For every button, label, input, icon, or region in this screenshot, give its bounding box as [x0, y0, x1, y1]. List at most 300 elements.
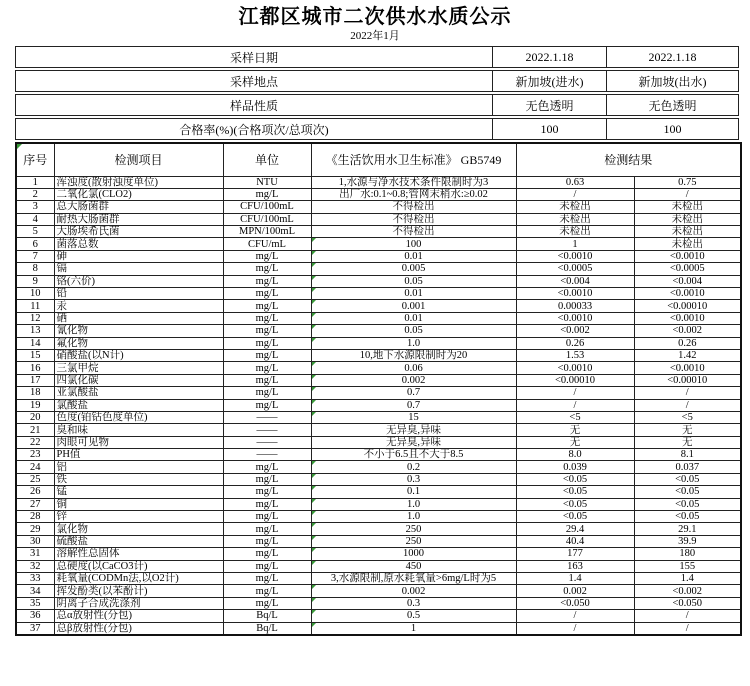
unit-cell: mg/L	[223, 548, 311, 560]
standard-cell	[311, 288, 516, 300]
result-outlet-cell: <0.00010	[634, 300, 741, 312]
table-row	[16, 449, 741, 461]
table-row	[16, 424, 741, 436]
unit-cell: ——	[223, 411, 311, 423]
unit-cell: mg/L	[223, 325, 311, 337]
result-outlet-cell: <0.002	[634, 325, 741, 337]
standard-cell	[311, 473, 516, 485]
item-cell: 三氯甲烷	[54, 362, 223, 374]
standard-cell	[311, 362, 516, 374]
summary-bands	[15, 46, 740, 140]
excel-flag-icon	[312, 238, 316, 242]
unit-cell: mg/L	[223, 498, 311, 510]
result-outlet-cell: 无	[634, 424, 741, 436]
table-row	[16, 263, 741, 275]
standard-cell	[311, 275, 516, 287]
standard-cell	[311, 325, 516, 337]
standard-cell	[311, 238, 516, 250]
result-outlet-cell: 1.42	[634, 349, 741, 361]
result-inlet-cell: /	[516, 387, 634, 399]
pass-rate-inlet: 100	[493, 118, 607, 140]
result-inlet-cell: <0.05	[516, 486, 634, 498]
standard-cell	[311, 622, 516, 635]
result-outlet-cell: <0.0010	[634, 312, 741, 324]
item-cell: 溶解性总固体	[54, 548, 223, 560]
excel-flag-icon	[312, 598, 316, 602]
result-inlet-cell: 163	[516, 560, 634, 572]
pass-rate-label: 合格率(%)(合格项次/总项次)	[15, 118, 493, 140]
item-cell: 锰	[54, 486, 223, 498]
row-number-cell: 7	[16, 250, 54, 262]
result-outlet-cell: 无	[634, 436, 741, 448]
unit-cell: mg/L	[223, 486, 311, 498]
unit-cell: mg/L	[223, 337, 311, 349]
result-inlet-cell: /	[516, 188, 634, 200]
item-cell: 四氯化碳	[54, 374, 223, 386]
excel-flag-icon	[312, 610, 316, 614]
standard-text: 0.7	[406, 399, 421, 411]
table-row	[16, 610, 741, 622]
item-cell: 氰化物	[54, 325, 223, 337]
excel-flag-icon	[312, 486, 316, 490]
standard-cell: 不得检出	[311, 226, 516, 238]
row-number-cell: 15	[16, 349, 54, 361]
excel-flag-icon	[312, 325, 316, 329]
unit-cell: CFU/100mL	[223, 201, 311, 213]
standard-text: 0.01	[404, 312, 423, 324]
standard-text: 1000	[403, 548, 424, 560]
row-number-cell: 21	[16, 424, 54, 436]
excel-flag-icon	[312, 387, 316, 391]
result-outlet-cell: /	[634, 188, 741, 200]
result-outlet-cell: <0.002	[634, 585, 741, 597]
unit-cell: mg/L	[223, 461, 311, 473]
unit-cell: ——	[223, 449, 311, 461]
header-unit: 单位	[223, 143, 311, 176]
item-cell: 耐热大肠菌群	[54, 213, 223, 225]
item-cell: PH值	[54, 449, 223, 461]
standard-text: 1.0	[406, 498, 421, 510]
table-header-row	[16, 143, 741, 176]
item-cell: 硫酸盐	[54, 535, 223, 547]
table-row	[16, 226, 741, 238]
row-number-cell: 26	[16, 486, 54, 498]
standard-cell: 不得检出	[311, 201, 516, 213]
result-inlet-cell: <5	[516, 411, 634, 423]
header-standard: 《生活饮用水卫生标准》 GB5749	[311, 143, 516, 176]
standard-text: 0.01	[404, 251, 423, 263]
table-row	[16, 511, 741, 523]
standard-cell: 1,水源与净水技术条件限制时为3	[311, 176, 516, 188]
table-body	[16, 176, 741, 635]
item-cell: 菌落总数	[54, 238, 223, 250]
standard-cell	[311, 399, 516, 411]
result-inlet-cell: <0.004	[516, 275, 634, 287]
result-outlet-cell: <0.0005	[634, 263, 741, 275]
excel-flag-icon	[312, 461, 316, 465]
item-cell: 镉	[54, 263, 223, 275]
row-number-cell: 4	[16, 213, 54, 225]
table-row	[16, 473, 741, 485]
excel-flag-icon	[312, 499, 316, 503]
sampling-site-outlet: 新加坡(出水)	[606, 70, 739, 92]
unit-cell: NTU	[223, 176, 311, 188]
unit-cell: Bq/L	[223, 622, 311, 635]
unit-cell: mg/L	[223, 399, 311, 411]
unit-cell: mg/L	[223, 250, 311, 262]
standard-text: 450	[405, 560, 422, 572]
item-cell: 锌	[54, 511, 223, 523]
result-outlet-cell: <0.00010	[634, 374, 741, 386]
unit-cell: mg/L	[223, 535, 311, 547]
table-row	[16, 585, 741, 597]
table-row	[16, 288, 741, 300]
row-number-cell: 16	[16, 362, 54, 374]
standard-cell: 不小于6.5且不大于8.5	[311, 449, 516, 461]
result-inlet-cell: <0.050	[516, 597, 634, 609]
table-row	[16, 498, 741, 510]
result-outlet-cell: 未检出	[634, 213, 741, 225]
standard-text: 0.2	[406, 461, 421, 473]
excel-flag-icon	[312, 313, 316, 317]
excel-flag-icon	[312, 276, 316, 280]
standard-cell	[311, 250, 516, 262]
excel-flag-icon	[312, 251, 316, 255]
result-outlet-cell: <0.050	[634, 597, 741, 609]
standard-cell	[311, 560, 516, 572]
item-cell: 氟化物	[54, 337, 223, 349]
standard-text: 100	[405, 238, 422, 250]
standard-text: 0.01	[404, 288, 423, 300]
result-outlet-cell: 155	[634, 560, 741, 572]
item-cell: 浑浊度(散射浊度单位)	[54, 176, 223, 188]
table-row	[16, 337, 741, 349]
standard-cell	[311, 312, 516, 324]
table-row	[16, 176, 741, 188]
result-inlet-cell: <0.0010	[516, 312, 634, 324]
row-number-cell: 34	[16, 585, 54, 597]
standard-cell	[311, 461, 516, 473]
excel-flag-icon	[312, 338, 316, 342]
table-row	[16, 399, 741, 411]
result-inlet-cell: <0.00010	[516, 374, 634, 386]
sampling-date-label: 采样日期	[15, 46, 493, 68]
standard-text: 0.7	[406, 387, 421, 399]
row-number-cell: 36	[16, 610, 54, 622]
sampling-date-outlet: 2022.1.18	[606, 46, 739, 68]
table-row	[16, 597, 741, 609]
row-number-cell: 12	[16, 312, 54, 324]
standard-text: 0.005	[401, 263, 426, 275]
item-cell: 氯化物	[54, 523, 223, 535]
standard-text: 0.3	[406, 474, 421, 486]
standard-text: 0.05	[404, 275, 423, 287]
standard-cell	[311, 498, 516, 510]
pass-rate-outlet: 100	[606, 118, 739, 140]
result-outlet-cell: <0.0010	[634, 250, 741, 262]
table-row	[16, 213, 741, 225]
item-cell: 总硬度(以CaCO3计)	[54, 560, 223, 572]
standard-cell	[311, 486, 516, 498]
result-outlet-cell: <0.05	[634, 498, 741, 510]
item-cell: 二氧化氯(CLO2)	[54, 188, 223, 200]
result-inlet-cell: 1	[516, 238, 634, 250]
item-cell: 阴离子合成洗涤剂	[54, 597, 223, 609]
result-outlet-cell: /	[634, 387, 741, 399]
unit-cell: mg/L	[223, 597, 311, 609]
result-inlet-cell: 0.002	[516, 585, 634, 597]
row-number-cell: 9	[16, 275, 54, 287]
table-row	[16, 238, 741, 250]
excel-flag-icon	[312, 300, 316, 304]
excel-flag-icon	[312, 536, 316, 540]
row-number-cell: 14	[16, 337, 54, 349]
unit-cell: mg/L	[223, 560, 311, 572]
unit-cell: CFU/100mL	[223, 213, 311, 225]
page-subtitle: 2022年1月	[350, 30, 400, 42]
table-row	[16, 300, 741, 312]
unit-cell: mg/L	[223, 275, 311, 287]
result-outlet-cell: 0.037	[634, 461, 741, 473]
standard-text: 1.0	[406, 337, 421, 349]
standard-cell	[311, 523, 516, 535]
result-outlet-cell: <0.05	[634, 473, 741, 485]
table-row	[16, 560, 741, 572]
table-row	[16, 461, 741, 473]
sampling-site-label: 采样地点	[15, 70, 493, 92]
standard-cell	[311, 548, 516, 560]
table-row	[16, 349, 741, 361]
row-number-cell: 25	[16, 473, 54, 485]
table-row	[16, 486, 741, 498]
row-number-cell: 3	[16, 201, 54, 213]
table-row	[16, 411, 741, 423]
result-outlet-cell: <0.05	[634, 511, 741, 523]
sampling-site-inlet: 新加坡(进水)	[493, 70, 607, 92]
item-cell: 臭和味	[54, 424, 223, 436]
row-number-cell: 19	[16, 399, 54, 411]
row-number-cell: 18	[16, 387, 54, 399]
table-row	[16, 573, 741, 585]
excel-flag-icon	[312, 412, 316, 416]
result-inlet-cell: /	[516, 399, 634, 411]
unit-cell: Bq/L	[223, 610, 311, 622]
result-inlet-cell: 177	[516, 548, 634, 560]
header-item: 检测项目	[54, 143, 223, 176]
unit-cell: mg/L	[223, 300, 311, 312]
excel-flag-icon	[312, 263, 316, 267]
result-outlet-cell: 8.1	[634, 449, 741, 461]
standard-cell: 出厂水:0.1~0.8;管网末稍水:≥0.02	[311, 188, 516, 200]
item-cell: 铜	[54, 498, 223, 510]
result-inlet-cell: <0.002	[516, 325, 634, 337]
table-row	[16, 523, 741, 535]
result-inlet-cell: <0.0010	[516, 362, 634, 374]
result-inlet-cell: 未检出	[516, 213, 634, 225]
standard-cell	[311, 535, 516, 547]
standard-cell	[311, 411, 516, 423]
table-row	[16, 535, 741, 547]
item-cell: 铅	[54, 288, 223, 300]
result-outlet-cell: 1.4	[634, 573, 741, 585]
result-inlet-cell: 无	[516, 424, 634, 436]
row-number-cell: 2	[16, 188, 54, 200]
result-outlet-cell: /	[634, 610, 741, 622]
row-number-cell: 20	[16, 411, 54, 423]
item-cell: 耗氧量(CODMn法,以O2计)	[54, 573, 223, 585]
result-inlet-cell: 未检出	[516, 226, 634, 238]
row-number-cell: 22	[16, 436, 54, 448]
unit-cell: ——	[223, 436, 311, 448]
standard-cell: 不得检出	[311, 213, 516, 225]
sampling-date-row	[15, 46, 740, 68]
standard-text: 0.3	[406, 597, 421, 609]
row-number-cell: 24	[16, 461, 54, 473]
item-cell: 砷	[54, 250, 223, 262]
sample-property-label: 样品性质	[15, 94, 493, 116]
sample-property-inlet: 无色透明	[493, 94, 607, 116]
unit-cell: mg/L	[223, 288, 311, 300]
sample-property-row	[15, 94, 740, 116]
table-row	[16, 622, 741, 635]
row-number-cell: 5	[16, 226, 54, 238]
results-table	[15, 142, 742, 636]
result-outlet-cell: 180	[634, 548, 741, 560]
unit-cell: mg/L	[223, 263, 311, 275]
unit-cell: mg/L	[223, 573, 311, 585]
excel-flag-icon	[312, 288, 316, 292]
row-number-cell: 11	[16, 300, 54, 312]
result-inlet-cell: 无	[516, 436, 634, 448]
excel-flag-icon	[312, 362, 316, 366]
excel-flag-icon	[312, 474, 316, 478]
standard-cell	[311, 263, 516, 275]
result-outlet-cell: <0.0010	[634, 288, 741, 300]
standard-text: 0.1	[406, 486, 421, 498]
result-inlet-cell: <0.0010	[516, 250, 634, 262]
standard-cell	[311, 387, 516, 399]
item-cell: 肉眼可见物	[54, 436, 223, 448]
table-row	[16, 362, 741, 374]
row-number-cell: 29	[16, 523, 54, 535]
standard-cell	[311, 300, 516, 312]
row-number-cell: 28	[16, 511, 54, 523]
standard-text: 0.06	[404, 362, 423, 374]
standard-text: 0.5	[406, 610, 421, 622]
standard-cell: 10,地下水源限制时为20	[311, 349, 516, 361]
unit-cell: mg/L	[223, 188, 311, 200]
unit-cell: mg/L	[223, 511, 311, 523]
item-cell: 亚氯酸盐	[54, 387, 223, 399]
standard-text: 0.002	[401, 585, 426, 597]
standard-text: 15	[408, 412, 419, 424]
item-cell: 总α放射性(分包)	[54, 610, 223, 622]
item-cell: 铁	[54, 473, 223, 485]
sample-property-outlet: 无色透明	[606, 94, 739, 116]
result-outlet-cell: 39.9	[634, 535, 741, 547]
standard-text: 250	[405, 523, 422, 535]
unit-cell: mg/L	[223, 374, 311, 386]
standard-cell: 无异臭,异味	[311, 436, 516, 448]
result-outlet-cell: <5	[634, 411, 741, 423]
unit-cell: mg/L	[223, 523, 311, 535]
row-number-cell: 27	[16, 498, 54, 510]
unit-cell: mg/L	[223, 387, 311, 399]
row-number-cell: 13	[16, 325, 54, 337]
item-cell: 氯酸盐	[54, 399, 223, 411]
row-number-cell: 37	[16, 622, 54, 635]
row-number-cell: 31	[16, 548, 54, 560]
excel-flag-icon	[312, 548, 316, 552]
standard-text: 1.0	[406, 511, 421, 523]
standard-cell	[311, 337, 516, 349]
item-cell: 挥发酚类(以苯酚计)	[54, 585, 223, 597]
table-row	[16, 325, 741, 337]
row-number-cell: 35	[16, 597, 54, 609]
pass-rate-row	[15, 118, 740, 140]
excel-flag-icon	[312, 511, 316, 515]
unit-cell: mg/L	[223, 585, 311, 597]
result-inlet-cell: 0.63	[516, 176, 634, 188]
result-inlet-cell: <0.05	[516, 473, 634, 485]
result-inlet-cell: <0.0005	[516, 263, 634, 275]
row-number-cell: 33	[16, 573, 54, 585]
row-number-cell: 1	[16, 176, 54, 188]
result-inlet-cell: <0.05	[516, 511, 634, 523]
excel-flag-icon	[17, 144, 22, 149]
result-inlet-cell: 1.4	[516, 573, 634, 585]
unit-cell: mg/L	[223, 312, 311, 324]
result-outlet-cell: <0.05	[634, 486, 741, 498]
item-cell: 汞	[54, 300, 223, 312]
result-outlet-cell: /	[634, 399, 741, 411]
sampling-site-row	[15, 70, 740, 92]
excel-flag-icon	[312, 523, 316, 527]
result-inlet-cell: <0.05	[516, 498, 634, 510]
unit-cell: mg/L	[223, 349, 311, 361]
standard-cell	[311, 610, 516, 622]
row-number-cell: 17	[16, 374, 54, 386]
item-cell: 硒	[54, 312, 223, 324]
result-outlet-cell: <0.0010	[634, 362, 741, 374]
item-cell: 色度(铂钴色度单位)	[54, 411, 223, 423]
table-row	[16, 188, 741, 200]
table-row	[16, 387, 741, 399]
item-cell: 大肠埃希氏菌	[54, 226, 223, 238]
item-cell: 硝酸盐(以N计)	[54, 349, 223, 361]
excel-flag-icon	[312, 585, 316, 589]
result-inlet-cell: 8.0	[516, 449, 634, 461]
unit-cell: MPN/100mL	[223, 226, 311, 238]
result-inlet-cell: 未检出	[516, 201, 634, 213]
standard-cell	[311, 597, 516, 609]
result-inlet-cell: 40.4	[516, 535, 634, 547]
result-outlet-cell: 0.26	[634, 337, 741, 349]
item-cell: 铬(六价)	[54, 275, 223, 287]
result-outlet-cell: /	[634, 622, 741, 635]
standard-text: 250	[405, 536, 422, 548]
excel-flag-icon	[312, 375, 316, 379]
unit-cell: CFU/mL	[223, 238, 311, 250]
header-row-number	[16, 143, 54, 176]
row-number-cell: 6	[16, 238, 54, 250]
standard-text: 0.002	[401, 374, 426, 386]
page-title: 江都区城市二次供水水质公示	[238, 6, 512, 28]
unit-cell: ——	[223, 424, 311, 436]
standard-text: 0.05	[404, 325, 423, 337]
unit-cell: mg/L	[223, 362, 311, 374]
header-result: 检测结果	[516, 143, 741, 176]
